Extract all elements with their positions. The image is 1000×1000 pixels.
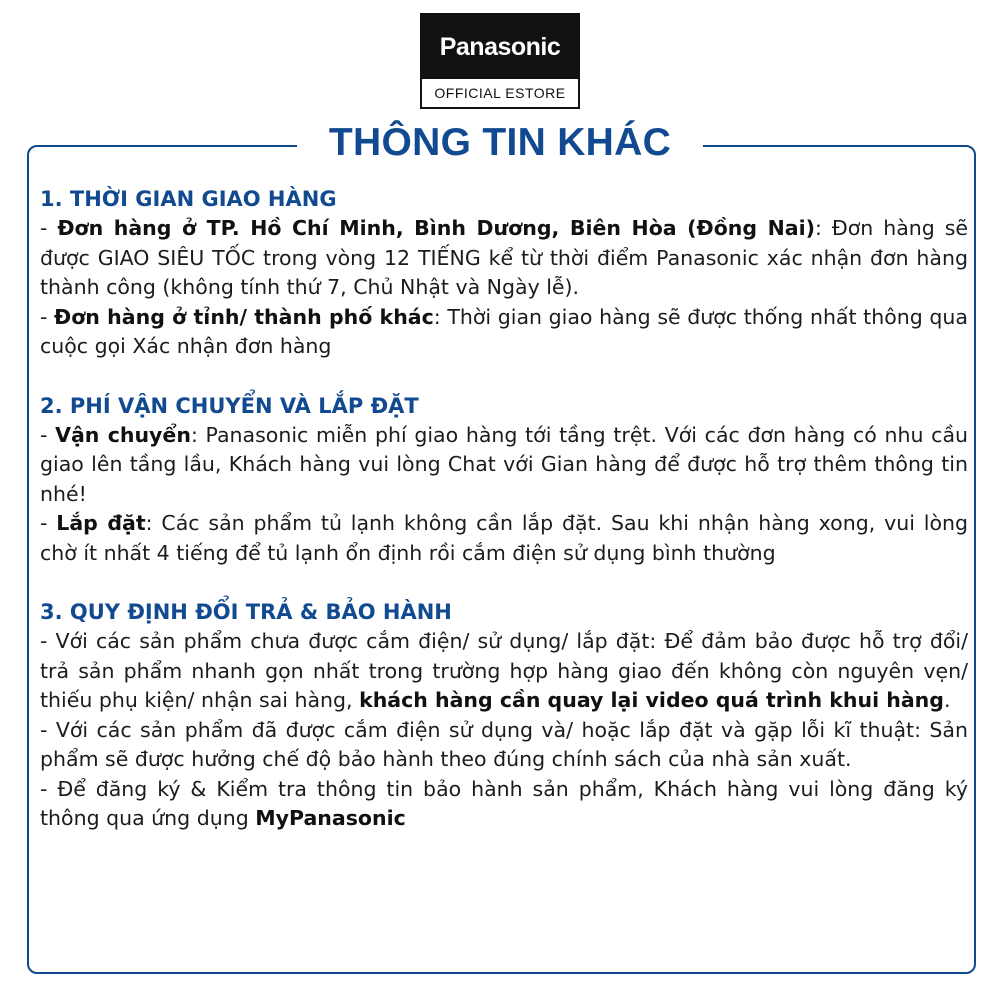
paragraph: - Lắp đặt: Các sản phẩm tủ lạnh không cần lắp đặt. Sau khi nhận hàng xong, vui lòng chờ ít nhất 4 tiếng để tủ lạnh ổn định rồi cắm điện sử dụng bình thường [40, 511, 969, 565]
app-name: MyPanasonic [255, 806, 406, 830]
info-content [40, 184, 968, 863]
paragraph: - Vận chuyển: Panasonic miễn phí giao hàng tới tầng trệt. Với các đơn hàng có nhu cầu giao lên tầng lầu, Khách hàng vui lòng Chat với Gian hàng để được hỗ trợ thêm thông tin nhé! [40, 422, 969, 506]
logo-brand: Panasonic [422, 15, 578, 79]
section-heading: 1. THỜI GIAN GIAO HÀNG [40, 187, 337, 211]
logo-store-label: OFFICIAL ESTORE [434, 85, 566, 101]
section-heading: 3. QUY ĐỊNH ĐỔI TRẢ & BẢO HÀNH [40, 600, 452, 624]
section-return-warranty [40, 597, 968, 834]
section-heading: 2. PHÍ VẬN CHUYỂN VÀ LẮP ĐẶT [40, 393, 419, 418]
paragraph: - Đơn hàng ở tỉnh/ thành phố khác: Thời gian giao hàng sẽ được thống nhất thông qua cuộc gọi Xác nhận đơn hàng [40, 304, 968, 358]
bold-text: khách hàng cần quay lại video quá trình khui hàng [359, 688, 944, 712]
paragraph: - Để đăng ký & Kiểm tra thông tin bảo hành sản phẩm, Khách hàng vui lòng đăng ký thông qua ứng dụng MyPanasonic [40, 776, 968, 830]
panasonic-logo [420, 13, 580, 109]
bold-text: Đơn hàng ở tỉnh/ thành phố khác [54, 304, 434, 329]
section-delivery-time [40, 184, 968, 362]
bold-text: Vận chuyển [55, 422, 191, 447]
bold-text: Đơn hàng ở TP. Hồ Chí Minh, Bình Dương, Biên Hòa (Đồng Nai) [57, 216, 816, 240]
paragraph: - Với các sản phẩm chưa được cắm điện/ sử dụng/ lắp đặt: Để đảm bảo được hỗ trợ đổi/ trả sản phẩm nhanh gọn nhất trong trường hợp hàng giao đến không còn nguyên vẹn/ thiếu phụ kiện/ nhận sai hàng, khách hàng cần quay lại video quá trình khui hàng. [40, 629, 968, 712]
page-title: THÔNG TIN KHÁC [297, 117, 703, 169]
paragraph: - Với các sản phẩm đã được cắm điện sử dụng và/ hoặc lắp đặt và gặp lỗi kĩ thuật: Sản phẩm sẽ được hưởng chế độ bảo hành theo đúng chính sách của nhà sản xuất. [40, 717, 968, 771]
section-shipping-installation [40, 391, 968, 569]
bold-text: Lắp đặt [56, 511, 146, 535]
paragraph: - Đơn hàng ở TP. Hồ Chí Minh, Bình Dương, Biên Hòa (Đồng Nai): Đơn hàng sẽ được GIAO SIÊU TỐC trong vòng 12 TIẾNG kể từ thời điểm Panasonic xác nhận đơn hàng thành công (không tính thứ 7, Chủ Nhật và Ngày lễ). [40, 216, 968, 299]
